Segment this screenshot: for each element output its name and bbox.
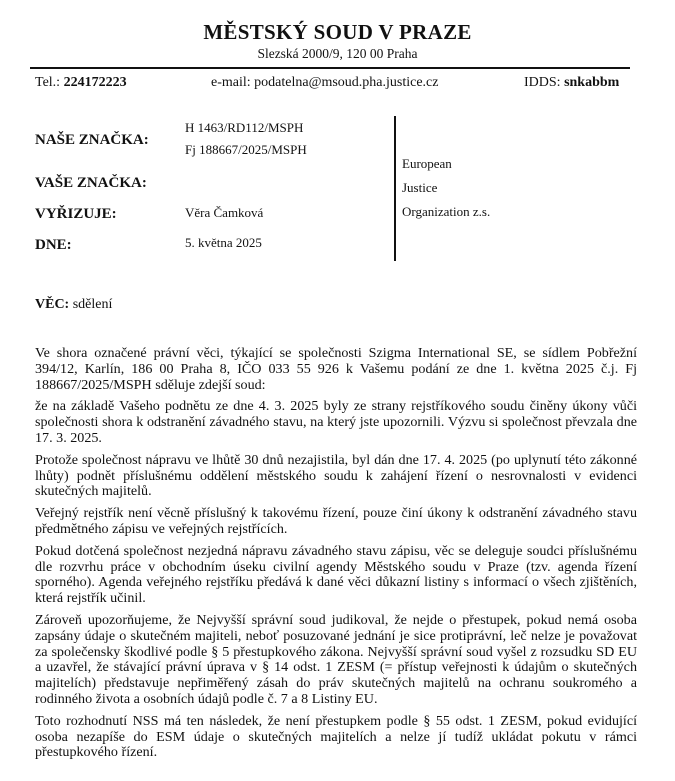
recipient-line-2: Justice <box>402 180 438 195</box>
dne-label: DNE: <box>35 237 72 253</box>
address-divider <box>394 116 396 261</box>
letter-body <box>35 346 637 767</box>
court-name: MĚSTSKÝ SOUD V PRAZE <box>203 20 472 44</box>
paragraph-referral: Protože společnost nápravu ve lhůtě 30 dnů nezajistila, byl dán dne 17. 4. 2025 (po uplynutí této zákonné lhůty) podnět příslušnému oddělení městského soudu k zahájení řízení o nesrovnalosti v evidenci skutečných majitelů. <box>35 451 637 500</box>
paragraph-delegation: Pokud dotčená společnost nezjedná nápravu závadného stavu zápisu, věc se deleguje soudci příslušnému dle rozvrhu práce v obchodním úseku civilní agendy Městského soudu v Praze (tzv. agenda řízení sporného). Agenda veřejného rejstříku předává k dané věci důkazní listiny s informací o všech zjištěních, která rejstřík učinil. <box>35 542 637 607</box>
court-address: Slezská 2000/9, 120 00 Praha <box>257 46 418 61</box>
vase-znacka-label: VAŠE ZNAČKA: <box>35 175 147 191</box>
nase-znacka-value-1: H 1463/RD112/MSPH <box>185 120 304 135</box>
subject-line <box>35 297 112 313</box>
idds-value: snkabbm <box>564 75 620 90</box>
recipient-line-1: European <box>402 156 452 171</box>
idds-label: IDDS: <box>524 75 561 90</box>
recipient-line-3: Organization z.s. <box>402 204 491 219</box>
subject-label: VĚC: <box>35 297 70 312</box>
header-divider <box>30 67 630 69</box>
vyrizuje-value: Věra Čamková <box>185 205 264 220</box>
tel-label: Tel.: <box>35 75 61 90</box>
contact-tel <box>35 75 127 91</box>
recipient-address <box>402 152 490 224</box>
paragraph-consequence: Toto rozhodnutí NSS má ten následek, že není přestupkem podle § 55 odst. 1 ZESM, pokud evidující osoba nezapíše do ESM údaje o skutečných majitelích a nelze jí tudíž ukládat pokutu v rámci přestupkového řízení. <box>35 712 637 761</box>
subject-text: sdělení <box>72 297 113 312</box>
nase-znacka-value-2: Fj 188667/2025/MSPH <box>185 142 307 157</box>
paragraph-judgment: Zároveň upozorňujeme, že Nejvyšší správní soud judikoval, že nejde o přestupek, pokud nemá osoba zapsány údaje o skutečném majiteli, neboť posuzované jednání je sice protiprávní, leč nelze je považovat za společensky škodlivé podle § 5 přestupkového zákona. Nejvyšší správní soud vyšel z rozsudku SD EU a uzavřel, že stávající právní úprava v § 14 odst. 1 ZESM (= přístup veřejnosti k údajům o skutečných majitelích) představuje nepřiměřený zásah do práv skutečných majitelů na ochranu soukromého a rodinného života a osobních údajů podle č. 7 a 8 Listiny EU. <box>35 611 637 707</box>
nase-znacka-label: NAŠE ZNAČKA: <box>35 132 149 148</box>
paragraph-intro: Ve shora označené právní věci, týkající se společnosti Szigma International SE, se sídlem Pobřežní 394/12, Karlín, 186 00 Praha 8, IČO 033 55 926 k Vašemu podání ze dne 1. května 2025 č.j. Fj 188667/2025/MSPH sděluje zdejší soud: <box>35 345 637 393</box>
dne-value: 5. května 2025 <box>185 235 262 250</box>
tel-value: 224172223 <box>63 75 127 90</box>
paragraph-actions: že na základě Vašeho podnětu ze dne 4. 3. 2025 byly ze strany rejstříkového soudu činěny úkony vůči společnosti shora k odstranění závadného stavu, na který jste upozornili. Výzvu si společnost převzala dne 17. 3. 2025. <box>35 398 637 446</box>
contact-email: e-mail: podatelna@msoud.pha.justice.cz <box>211 75 439 90</box>
contact-idds <box>524 75 619 91</box>
paragraph-competence: Veřejný rejstřík není věcně příslušný k takovému řízení, pouze činí úkony k odstranění závadného stavu předmětného zápisu ve veřejných rejstřících. <box>35 505 637 537</box>
vyrizuje-label: VYŘIZUJE: <box>35 206 117 222</box>
